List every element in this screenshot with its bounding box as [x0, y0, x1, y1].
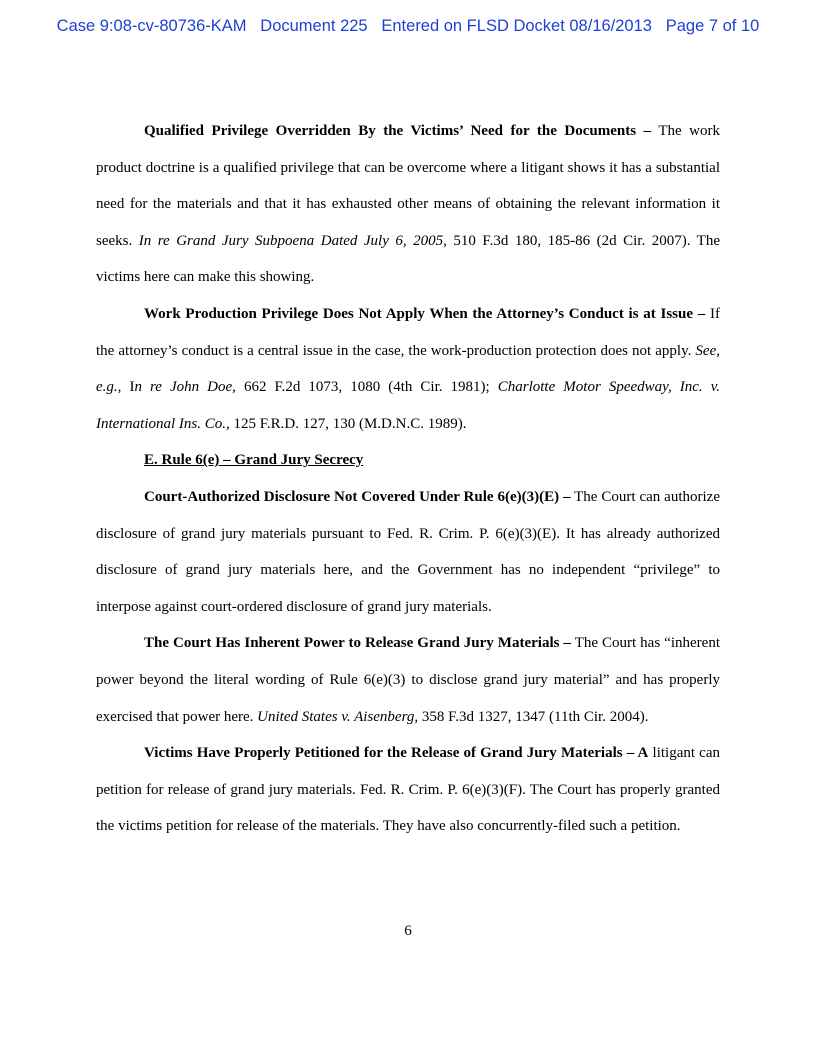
case-number: Case 9:08-cv-80736-KAM [56, 17, 247, 35]
paragraph-text: If the attorney’s conduct is a central issue in the case, the work-production protection does not apply. [96, 305, 720, 359]
document-body [96, 113, 720, 845]
section-heading: E. Rule 6(e) – Grand Jury Secrecy [144, 452, 364, 469]
paragraph-text: The Court can authorize disclosure of grand jury materials pursuant to Fed. R. Crim. P. 6(e)(3)(E). It has already authorized disclosure of grand jury materials here, and the Government has no independent “privilege” to interpose against court-ordered disclosure of grand jury materials. [96, 488, 720, 615]
paragraph-text: I [121, 379, 135, 396]
paragraph-text: , 358 F.3d 1327, 1347 (11th Cir. 2004). [414, 708, 649, 725]
paragraph-text: The work product doctrine is a qualified privilege that can be overcome where a litigant shows it has a substantial need for the materials and that it has exhausted other means of obtaining the relevant information it seeks. [96, 123, 720, 249]
paragraph-work-production [96, 296, 720, 442]
case-citation: United States v. Aisenberg [257, 708, 415, 725]
paragraph-victims-petitioned [96, 735, 720, 845]
case-citation: Charlotte Motor Speedway, Inc. v. International Ins. Co. [96, 379, 720, 432]
paragraph-heading: Qualified Privilege Overridden By the Victims’ Need for the Documents – [144, 123, 652, 139]
paragraph-text: The Court has “inherent power beyond the literal wording of Rule 6(e)(3) to disclose grand jury material” and has properly exercised that power here. [96, 635, 720, 725]
paragraph-heading: Work Production Privilege Does Not Apply When the Attorney’s Conduct is at Issue – [144, 305, 706, 322]
page-number: 6 [404, 923, 412, 939]
case-citation: In re Grand Jury Subpoena Dated July 6, 2005 [138, 232, 444, 249]
paragraph-heading: Court-Authorized Disclosure Not Covered Under Rule 6(e)(3)(E) – [144, 488, 571, 505]
paragraph-text: , 125 F.R.D. 127, 130 (M.D.N.C. 1989). [226, 415, 467, 432]
docket-entry: Entered on FLSD Docket 08/16/2013 [381, 17, 652, 35]
paragraph-text: litigant can petition for release of grand jury materials. Fed. R. Crim. P. 6(e)(3)(F). The Court has properly granted the victims petition for release of the materials. They have also concurrently-filed such a petition. [96, 745, 720, 835]
page-of: Page 7 of 10 [665, 17, 760, 35]
document-number: Document 225 [260, 17, 368, 35]
paragraph-heading: Victims Have Properly Petitioned for the Release of Grand Jury Materials – A [144, 745, 649, 762]
case-citation: n re John Doe, [134, 379, 236, 396]
paragraph-qualified-privilege [96, 113, 720, 296]
paragraph-text: , 510 F.3d 180, 185-86 (2d Cir. 2007). The victims here can make this showing. [96, 232, 721, 286]
paragraph-inherent-power [96, 625, 720, 735]
signal-citation: See, e.g., [96, 342, 720, 396]
paragraph-text: 662 F.2d 1073, 1080 (4th Cir. 1981); [235, 379, 498, 396]
paragraph-court-authorized [96, 479, 720, 625]
docket-header [0, 17, 816, 36]
paragraph-heading: The Court Has Inherent Power to Release Grand Jury Materials – [144, 635, 571, 652]
